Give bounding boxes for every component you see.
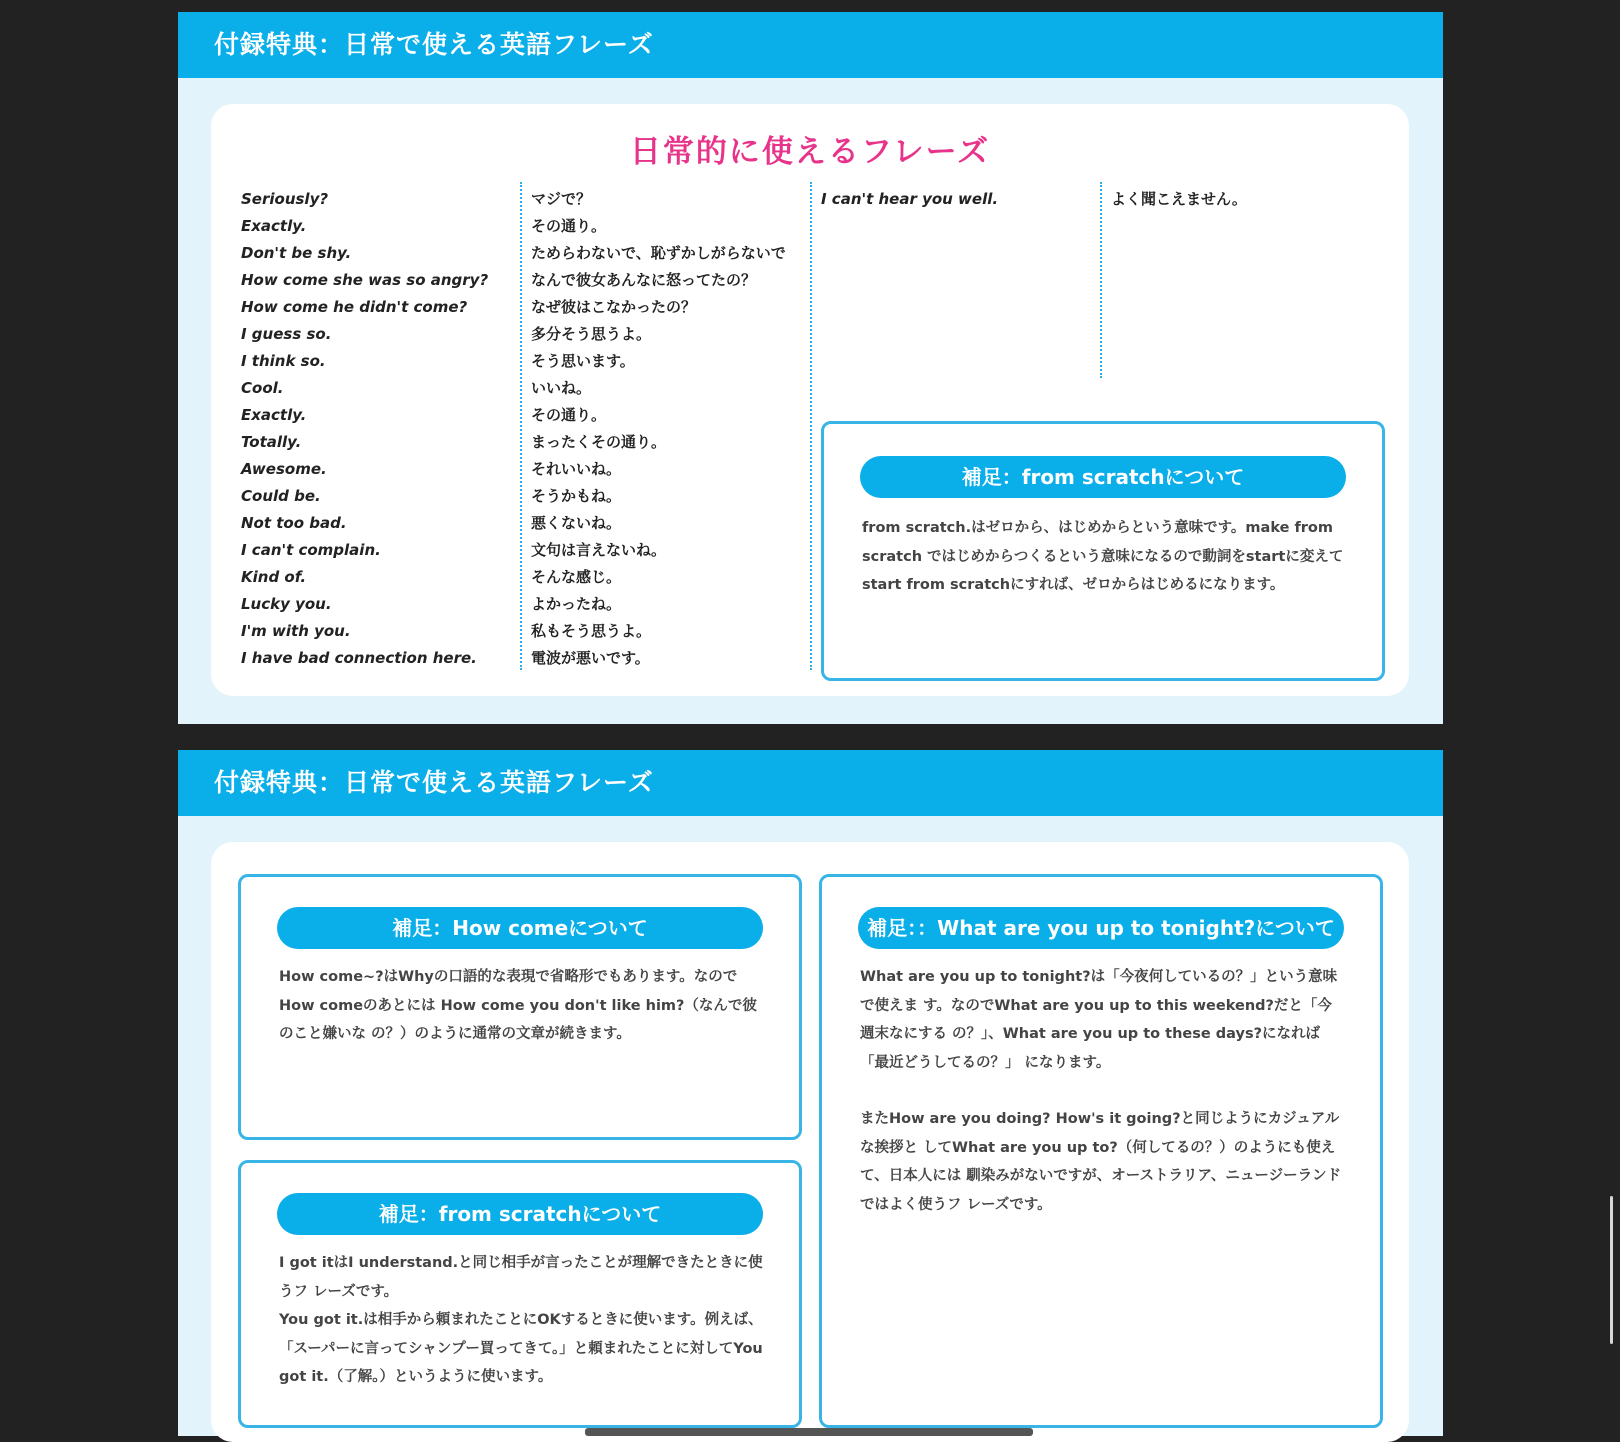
japanese-phrase: まったくその通り。: [531, 433, 667, 451]
english-phrase: Kind of.: [241, 568, 307, 586]
note-paragraph: You got it.は相手から頼まれたことにOKするときに使います。例えば、「スーパーに言ってシャンプー買ってきて。」と頼まれたことに対してYou got it.（了解。）というように使います。: [279, 1312, 763, 1385]
japanese-phrase-list-1: [531, 186, 786, 672]
english-phrase: How come she was so angry?: [241, 271, 489, 289]
english-phrase: I have bad connection here.: [241, 649, 477, 667]
japanese-phrase: それいいね。: [531, 460, 622, 478]
japanese-phrase: そんな感じ。: [531, 568, 622, 586]
japanese-phrase: そう思います。: [531, 352, 635, 370]
note-what-are-you-up-to: [819, 874, 1383, 1428]
phrase-title: 日常的に使えるフレーズ: [629, 134, 991, 170]
english-phrase: Seriously?: [241, 190, 329, 208]
page-1-header: 付録特典：日常で使える英語フレーズ: [178, 12, 1443, 78]
notes-card: [211, 842, 1409, 1442]
english-phrase-list-2: [821, 186, 998, 213]
japanese-phrase: よかったね。: [531, 595, 622, 613]
note-title: 補足：from scratchについて: [277, 1193, 763, 1235]
note-body: [860, 963, 1346, 1219]
japanese-phrase: よく聞こえません。: [1111, 190, 1247, 208]
japanese-phrase: その通り。: [531, 217, 607, 235]
page-2: [178, 750, 1443, 1436]
column-divider: [810, 182, 812, 670]
english-phrase: Exactly.: [241, 406, 307, 424]
japanese-phrase: 私もそう思うよ。: [531, 622, 652, 640]
note-got-it: [238, 1160, 802, 1428]
english-phrase: I can't complain.: [241, 541, 381, 559]
note-body: [279, 963, 765, 1049]
japanese-phrase: 文句は言えないね。: [531, 541, 667, 559]
note-how-come: [238, 874, 802, 1140]
column-divider: [1100, 182, 1102, 378]
page-1: [178, 12, 1443, 724]
japanese-phrase: マジで？: [531, 190, 592, 208]
note-title: 補足：How comeについて: [277, 907, 763, 949]
english-phrase: I guess so.: [241, 325, 332, 343]
english-phrase: I can't hear you well.: [821, 190, 999, 208]
english-phrase: Not too bad.: [241, 514, 347, 532]
english-phrase: Awesome.: [241, 460, 327, 478]
japanese-phrase: 悪くないね。: [531, 514, 622, 532]
japanese-phrase: なんで彼女あんなに怒ってたの？: [531, 271, 757, 289]
english-phrase: Don't be shy.: [241, 244, 352, 262]
japanese-phrase: そうかもね。: [531, 487, 622, 505]
note-paragraph: またHow are you doing? How's it going?と同じようにカジュアルな挨拶と してWhat are you up to?（何してるの？）のようにも使えて、日本人には 馴染みがないですが、オーストラリア、ニュージーランドではよく使うフ レーズです。: [860, 1111, 1342, 1213]
english-phrase: How come he didn't come?: [241, 298, 468, 316]
note-paragraph: from scratch.はゼロから、はじめからという意味です。make from scratch ではじめからつくるという意味になるので動詞をstartに変えてstart from scratchにすれば、ゼロからはじめるになります。: [862, 520, 1344, 593]
english-phrase: I'm with you.: [241, 622, 351, 640]
note-title: 補足：from scratchについて: [860, 456, 1346, 498]
japanese-phrase: その通り。: [531, 406, 607, 424]
note-title: 補足：：What are you up to tonight?について: [858, 907, 1344, 949]
english-phrase: Lucky you.: [241, 595, 332, 613]
japanese-phrase: なぜ彼はこなかったの？: [531, 298, 697, 316]
phrase-card: [211, 104, 1409, 696]
note-body: [279, 1249, 765, 1392]
note-paragraph: What are you up to tonight?は「今夜何しているの？」という意味で使えま す。なのでWhat are you up to this weekend?だと「今週末なにする の？」、What are you up to these days?になれば「最近どうしてるの？」 になります。: [860, 969, 1338, 1071]
japanese-phrase: ためらわないで、恥ずかしがらないで: [531, 244, 786, 262]
japanese-phrase: 多分そう思うよ。: [531, 325, 652, 343]
japanese-phrase: 電波が悪いです。: [531, 649, 650, 667]
english-phrase: Exactly.: [241, 217, 307, 235]
page-2-header: 付録特典：日常で使える英語フレーズ: [178, 750, 1443, 816]
note-body: [862, 514, 1348, 600]
horizontal-scrollbar[interactable]: [585, 1428, 1033, 1436]
note-paragraph: How come~?はWhyの口語的な表現で省略形でもあります。なのでHow comeのあとには How come you don't like him?（なんで彼のこと嫌いな の？）のように通常の文章が続きます。: [279, 969, 757, 1042]
vertical-scrollbar[interactable]: [1610, 1196, 1613, 1344]
english-phrase: Totally.: [241, 433, 302, 451]
japanese-phrase-list-2: [1111, 186, 1247, 213]
english-phrase: I think so.: [241, 352, 326, 370]
english-phrase-list-1: [241, 186, 488, 672]
english-phrase: Cool.: [241, 379, 284, 397]
note-paragraph: I got itはI understand.と同じ相手が言ったことが理解できたときに使うフ レーズです。: [279, 1255, 763, 1300]
english-phrase: Could be.: [241, 487, 321, 505]
note-from-scratch: [821, 421, 1385, 681]
column-divider: [520, 182, 522, 670]
japanese-phrase: いいね。: [531, 379, 592, 397]
